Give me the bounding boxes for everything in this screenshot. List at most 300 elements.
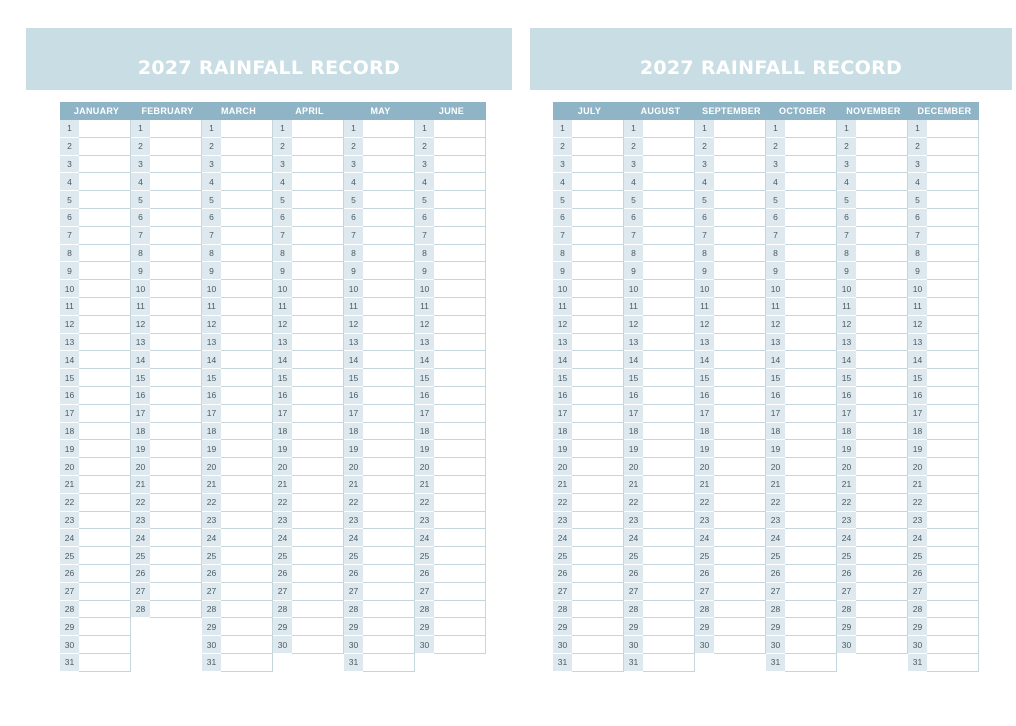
rainfall-entry-cell[interactable] [714, 547, 766, 565]
rainfall-entry-cell[interactable] [572, 387, 624, 405]
rainfall-entry-cell[interactable] [434, 334, 486, 352]
rainfall-entry-cell[interactable] [714, 245, 766, 263]
rainfall-entry-cell[interactable] [221, 583, 273, 601]
rainfall-entry-cell[interactable] [363, 387, 415, 405]
rainfall-entry-cell[interactable] [434, 547, 486, 565]
rainfall-entry-cell[interactable] [79, 369, 131, 387]
rainfall-entry-cell[interactable] [856, 476, 908, 494]
rainfall-entry-cell[interactable] [79, 654, 131, 672]
rainfall-entry-cell[interactable] [292, 191, 344, 209]
rainfall-entry-cell[interactable] [292, 494, 344, 512]
rainfall-entry-cell[interactable] [221, 280, 273, 298]
rainfall-entry-cell[interactable] [643, 209, 695, 227]
rainfall-entry-cell[interactable] [785, 262, 837, 280]
rainfall-entry-cell[interactable] [714, 191, 766, 209]
rainfall-entry-cell[interactable] [79, 529, 131, 547]
rainfall-entry-cell[interactable] [572, 458, 624, 476]
rainfall-entry-cell[interactable] [572, 369, 624, 387]
rainfall-entry-cell[interactable] [572, 565, 624, 583]
rainfall-entry-cell[interactable] [79, 334, 131, 352]
rainfall-entry-cell[interactable] [714, 387, 766, 405]
rainfall-entry-cell[interactable] [79, 173, 131, 191]
rainfall-entry-cell[interactable] [79, 565, 131, 583]
rainfall-entry-cell[interactable] [643, 227, 695, 245]
rainfall-entry-cell[interactable] [572, 298, 624, 316]
rainfall-entry-cell[interactable] [79, 476, 131, 494]
rainfall-entry-cell[interactable] [363, 262, 415, 280]
rainfall-entry-cell[interactable] [785, 618, 837, 636]
rainfall-entry-cell[interactable] [643, 458, 695, 476]
rainfall-entry-cell[interactable] [643, 476, 695, 494]
rainfall-entry-cell[interactable] [714, 209, 766, 227]
rainfall-entry-cell[interactable] [79, 262, 131, 280]
rainfall-entry-cell[interactable] [572, 547, 624, 565]
rainfall-entry-cell[interactable] [856, 262, 908, 280]
rainfall-entry-cell[interactable] [292, 227, 344, 245]
rainfall-entry-cell[interactable] [292, 618, 344, 636]
rainfall-entry-cell[interactable] [643, 120, 695, 138]
rainfall-entry-cell[interactable] [643, 369, 695, 387]
rainfall-entry-cell[interactable] [714, 458, 766, 476]
rainfall-entry-cell[interactable] [927, 636, 979, 654]
rainfall-entry-cell[interactable] [856, 440, 908, 458]
rainfall-entry-cell[interactable] [927, 316, 979, 334]
rainfall-entry-cell[interactable] [856, 298, 908, 316]
rainfall-entry-cell[interactable] [927, 156, 979, 174]
rainfall-entry-cell[interactable] [221, 440, 273, 458]
rainfall-entry-cell[interactable] [79, 227, 131, 245]
rainfall-entry-cell[interactable] [292, 601, 344, 619]
rainfall-entry-cell[interactable] [150, 601, 202, 619]
rainfall-entry-cell[interactable] [150, 191, 202, 209]
rainfall-entry-cell[interactable] [363, 156, 415, 174]
rainfall-entry-cell[interactable] [434, 636, 486, 654]
rainfall-entry-cell[interactable] [785, 209, 837, 227]
rainfall-entry-cell[interactable] [856, 512, 908, 530]
rainfall-entry-cell[interactable] [434, 387, 486, 405]
rainfall-entry-cell[interactable] [292, 245, 344, 263]
rainfall-entry-cell[interactable] [714, 529, 766, 547]
rainfall-entry-cell[interactable] [927, 494, 979, 512]
rainfall-entry-cell[interactable] [363, 120, 415, 138]
rainfall-entry-cell[interactable] [643, 636, 695, 654]
rainfall-entry-cell[interactable] [150, 298, 202, 316]
rainfall-entry-cell[interactable] [292, 280, 344, 298]
rainfall-entry-cell[interactable] [363, 227, 415, 245]
rainfall-entry-cell[interactable] [643, 298, 695, 316]
rainfall-entry-cell[interactable] [292, 583, 344, 601]
rainfall-entry-cell[interactable] [434, 173, 486, 191]
rainfall-entry-cell[interactable] [79, 583, 131, 601]
rainfall-entry-cell[interactable] [643, 245, 695, 263]
rainfall-entry-cell[interactable] [292, 423, 344, 441]
rainfall-entry-cell[interactable] [363, 316, 415, 334]
rainfall-entry-cell[interactable] [856, 209, 908, 227]
rainfall-entry-cell[interactable] [785, 173, 837, 191]
rainfall-entry-cell[interactable] [572, 334, 624, 352]
rainfall-entry-cell[interactable] [150, 440, 202, 458]
rainfall-entry-cell[interactable] [927, 280, 979, 298]
rainfall-entry-cell[interactable] [434, 440, 486, 458]
rainfall-entry-cell[interactable] [643, 565, 695, 583]
rainfall-entry-cell[interactable] [927, 173, 979, 191]
rainfall-entry-cell[interactable] [927, 191, 979, 209]
rainfall-entry-cell[interactable] [292, 173, 344, 191]
rainfall-entry-cell[interactable] [714, 618, 766, 636]
rainfall-entry-cell[interactable] [927, 529, 979, 547]
rainfall-entry-cell[interactable] [434, 494, 486, 512]
rainfall-entry-cell[interactable] [292, 369, 344, 387]
rainfall-entry-cell[interactable] [856, 334, 908, 352]
rainfall-entry-cell[interactable] [79, 547, 131, 565]
rainfall-entry-cell[interactable] [221, 618, 273, 636]
rainfall-entry-cell[interactable] [785, 494, 837, 512]
rainfall-entry-cell[interactable] [856, 387, 908, 405]
rainfall-entry-cell[interactable] [856, 156, 908, 174]
rainfall-entry-cell[interactable] [79, 298, 131, 316]
rainfall-entry-cell[interactable] [785, 120, 837, 138]
rainfall-entry-cell[interactable] [785, 191, 837, 209]
rainfall-entry-cell[interactable] [150, 262, 202, 280]
rainfall-entry-cell[interactable] [292, 547, 344, 565]
rainfall-entry-cell[interactable] [150, 565, 202, 583]
rainfall-entry-cell[interactable] [363, 565, 415, 583]
rainfall-entry-cell[interactable] [434, 405, 486, 423]
rainfall-entry-cell[interactable] [785, 334, 837, 352]
rainfall-entry-cell[interactable] [221, 351, 273, 369]
rainfall-entry-cell[interactable] [714, 298, 766, 316]
rainfall-entry-cell[interactable] [221, 245, 273, 263]
rainfall-entry-cell[interactable] [434, 583, 486, 601]
rainfall-entry-cell[interactable] [856, 316, 908, 334]
rainfall-entry-cell[interactable] [572, 120, 624, 138]
rainfall-entry-cell[interactable] [856, 369, 908, 387]
rainfall-entry-cell[interactable] [572, 316, 624, 334]
rainfall-entry-cell[interactable] [643, 387, 695, 405]
rainfall-entry-cell[interactable] [785, 423, 837, 441]
rainfall-entry-cell[interactable] [643, 440, 695, 458]
rainfall-entry-cell[interactable] [292, 138, 344, 156]
rainfall-entry-cell[interactable] [927, 387, 979, 405]
rainfall-entry-cell[interactable] [856, 280, 908, 298]
rainfall-entry-cell[interactable] [79, 440, 131, 458]
rainfall-entry-cell[interactable] [363, 209, 415, 227]
rainfall-entry-cell[interactable] [79, 601, 131, 619]
rainfall-entry-cell[interactable] [785, 547, 837, 565]
rainfall-entry-cell[interactable] [643, 138, 695, 156]
rainfall-entry-cell[interactable] [714, 334, 766, 352]
rainfall-entry-cell[interactable] [856, 245, 908, 263]
rainfall-entry-cell[interactable] [927, 565, 979, 583]
rainfall-entry-cell[interactable] [572, 173, 624, 191]
rainfall-entry-cell[interactable] [927, 654, 979, 672]
rainfall-entry-cell[interactable] [572, 512, 624, 530]
rainfall-entry-cell[interactable] [79, 280, 131, 298]
rainfall-entry-cell[interactable] [221, 156, 273, 174]
rainfall-entry-cell[interactable] [363, 618, 415, 636]
rainfall-entry-cell[interactable] [434, 280, 486, 298]
rainfall-entry-cell[interactable] [785, 298, 837, 316]
rainfall-entry-cell[interactable] [434, 245, 486, 263]
rainfall-entry-cell[interactable] [714, 565, 766, 583]
rainfall-entry-cell[interactable] [150, 547, 202, 565]
rainfall-entry-cell[interactable] [221, 494, 273, 512]
rainfall-entry-cell[interactable] [434, 458, 486, 476]
rainfall-entry-cell[interactable] [785, 440, 837, 458]
rainfall-entry-cell[interactable] [572, 227, 624, 245]
rainfall-entry-cell[interactable] [79, 618, 131, 636]
rainfall-entry-cell[interactable] [785, 316, 837, 334]
rainfall-entry-cell[interactable] [785, 529, 837, 547]
rainfall-entry-cell[interactable] [785, 654, 837, 672]
rainfall-entry-cell[interactable] [856, 351, 908, 369]
rainfall-entry-cell[interactable] [79, 120, 131, 138]
rainfall-entry-cell[interactable] [856, 138, 908, 156]
rainfall-entry-cell[interactable] [643, 512, 695, 530]
rainfall-entry-cell[interactable] [150, 351, 202, 369]
rainfall-entry-cell[interactable] [221, 529, 273, 547]
rainfall-entry-cell[interactable] [150, 529, 202, 547]
rainfall-entry-cell[interactable] [643, 654, 695, 672]
rainfall-entry-cell[interactable] [150, 316, 202, 334]
rainfall-entry-cell[interactable] [292, 565, 344, 583]
rainfall-entry-cell[interactable] [150, 173, 202, 191]
rainfall-entry-cell[interactable] [927, 245, 979, 263]
rainfall-entry-cell[interactable] [150, 120, 202, 138]
rainfall-entry-cell[interactable] [643, 405, 695, 423]
rainfall-entry-cell[interactable] [79, 191, 131, 209]
rainfall-entry-cell[interactable] [79, 245, 131, 263]
rainfall-entry-cell[interactable] [572, 351, 624, 369]
rainfall-entry-cell[interactable] [927, 298, 979, 316]
rainfall-entry-cell[interactable] [363, 405, 415, 423]
rainfall-entry-cell[interactable] [292, 120, 344, 138]
rainfall-entry-cell[interactable] [79, 512, 131, 530]
rainfall-entry-cell[interactable] [572, 191, 624, 209]
rainfall-entry-cell[interactable] [363, 334, 415, 352]
rainfall-entry-cell[interactable] [221, 209, 273, 227]
rainfall-entry-cell[interactable] [150, 280, 202, 298]
rainfall-entry-cell[interactable] [714, 440, 766, 458]
rainfall-entry-cell[interactable] [363, 476, 415, 494]
rainfall-entry-cell[interactable] [79, 156, 131, 174]
rainfall-entry-cell[interactable] [221, 334, 273, 352]
rainfall-entry-cell[interactable] [292, 440, 344, 458]
rainfall-entry-cell[interactable] [221, 405, 273, 423]
rainfall-entry-cell[interactable] [714, 138, 766, 156]
rainfall-entry-cell[interactable] [363, 458, 415, 476]
rainfall-entry-cell[interactable] [785, 387, 837, 405]
rainfall-entry-cell[interactable] [292, 387, 344, 405]
rainfall-entry-cell[interactable] [785, 512, 837, 530]
rainfall-entry-cell[interactable] [221, 547, 273, 565]
rainfall-entry-cell[interactable] [221, 191, 273, 209]
rainfall-entry-cell[interactable] [927, 209, 979, 227]
rainfall-entry-cell[interactable] [714, 494, 766, 512]
rainfall-entry-cell[interactable] [363, 512, 415, 530]
rainfall-entry-cell[interactable] [79, 636, 131, 654]
rainfall-entry-cell[interactable] [785, 565, 837, 583]
rainfall-entry-cell[interactable] [434, 262, 486, 280]
rainfall-entry-cell[interactable] [643, 601, 695, 619]
rainfall-entry-cell[interactable] [856, 423, 908, 441]
rainfall-entry-cell[interactable] [572, 423, 624, 441]
rainfall-entry-cell[interactable] [785, 245, 837, 263]
rainfall-entry-cell[interactable] [927, 423, 979, 441]
rainfall-entry-cell[interactable] [79, 458, 131, 476]
rainfall-entry-cell[interactable] [221, 654, 273, 672]
rainfall-entry-cell[interactable] [927, 369, 979, 387]
rainfall-entry-cell[interactable] [221, 120, 273, 138]
rainfall-entry-cell[interactable] [434, 156, 486, 174]
rainfall-entry-cell[interactable] [643, 351, 695, 369]
rainfall-entry-cell[interactable] [714, 156, 766, 174]
rainfall-entry-cell[interactable] [79, 494, 131, 512]
rainfall-entry-cell[interactable] [572, 654, 624, 672]
rainfall-entry-cell[interactable] [572, 245, 624, 263]
rainfall-entry-cell[interactable] [785, 369, 837, 387]
rainfall-entry-cell[interactable] [643, 173, 695, 191]
rainfall-entry-cell[interactable] [927, 405, 979, 423]
rainfall-entry-cell[interactable] [363, 245, 415, 263]
rainfall-entry-cell[interactable] [785, 138, 837, 156]
rainfall-entry-cell[interactable] [927, 351, 979, 369]
rainfall-entry-cell[interactable] [643, 334, 695, 352]
rainfall-entry-cell[interactable] [363, 138, 415, 156]
rainfall-entry-cell[interactable] [785, 601, 837, 619]
rainfall-entry-cell[interactable] [292, 316, 344, 334]
rainfall-entry-cell[interactable] [434, 476, 486, 494]
rainfall-entry-cell[interactable] [221, 173, 273, 191]
rainfall-entry-cell[interactable] [927, 262, 979, 280]
rainfall-entry-cell[interactable] [79, 423, 131, 441]
rainfall-entry-cell[interactable] [714, 405, 766, 423]
rainfall-entry-cell[interactable] [363, 298, 415, 316]
rainfall-entry-cell[interactable] [927, 547, 979, 565]
rainfall-entry-cell[interactable] [572, 138, 624, 156]
rainfall-entry-cell[interactable] [572, 262, 624, 280]
rainfall-entry-cell[interactable] [714, 316, 766, 334]
rainfall-entry-cell[interactable] [785, 227, 837, 245]
rainfall-entry-cell[interactable] [643, 618, 695, 636]
rainfall-entry-cell[interactable] [927, 458, 979, 476]
rainfall-entry-cell[interactable] [150, 423, 202, 441]
rainfall-entry-cell[interactable] [221, 316, 273, 334]
rainfall-entry-cell[interactable] [927, 120, 979, 138]
rainfall-entry-cell[interactable] [434, 369, 486, 387]
rainfall-entry-cell[interactable] [572, 476, 624, 494]
rainfall-entry-cell[interactable] [643, 156, 695, 174]
rainfall-entry-cell[interactable] [785, 476, 837, 494]
rainfall-entry-cell[interactable] [150, 369, 202, 387]
rainfall-entry-cell[interactable] [221, 262, 273, 280]
rainfall-entry-cell[interactable] [856, 618, 908, 636]
rainfall-entry-cell[interactable] [572, 156, 624, 174]
rainfall-entry-cell[interactable] [363, 440, 415, 458]
rainfall-entry-cell[interactable] [434, 423, 486, 441]
rainfall-entry-cell[interactable] [434, 601, 486, 619]
rainfall-entry-cell[interactable] [643, 547, 695, 565]
rainfall-entry-cell[interactable] [785, 583, 837, 601]
rainfall-entry-cell[interactable] [79, 316, 131, 334]
rainfall-entry-cell[interactable] [572, 618, 624, 636]
rainfall-entry-cell[interactable] [572, 209, 624, 227]
rainfall-entry-cell[interactable] [434, 120, 486, 138]
rainfall-entry-cell[interactable] [221, 387, 273, 405]
rainfall-entry-cell[interactable] [434, 529, 486, 547]
rainfall-entry-cell[interactable] [856, 529, 908, 547]
rainfall-entry-cell[interactable] [434, 298, 486, 316]
rainfall-entry-cell[interactable] [572, 601, 624, 619]
rainfall-entry-cell[interactable] [150, 334, 202, 352]
rainfall-entry-cell[interactable] [150, 387, 202, 405]
rainfall-entry-cell[interactable] [221, 369, 273, 387]
rainfall-entry-cell[interactable] [434, 138, 486, 156]
rainfall-entry-cell[interactable] [79, 405, 131, 423]
rainfall-entry-cell[interactable] [785, 351, 837, 369]
rainfall-entry-cell[interactable] [927, 476, 979, 494]
rainfall-entry-cell[interactable] [572, 440, 624, 458]
rainfall-entry-cell[interactable] [856, 120, 908, 138]
rainfall-entry-cell[interactable] [221, 458, 273, 476]
rainfall-entry-cell[interactable] [714, 369, 766, 387]
rainfall-entry-cell[interactable] [434, 618, 486, 636]
rainfall-entry-cell[interactable] [856, 458, 908, 476]
rainfall-entry-cell[interactable] [79, 351, 131, 369]
rainfall-entry-cell[interactable] [221, 601, 273, 619]
rainfall-entry-cell[interactable] [785, 405, 837, 423]
rainfall-entry-cell[interactable] [292, 298, 344, 316]
rainfall-entry-cell[interactable] [927, 334, 979, 352]
rainfall-entry-cell[interactable] [292, 351, 344, 369]
rainfall-entry-cell[interactable] [572, 529, 624, 547]
rainfall-entry-cell[interactable] [292, 512, 344, 530]
rainfall-entry-cell[interactable] [434, 227, 486, 245]
rainfall-entry-cell[interactable] [363, 351, 415, 369]
rainfall-entry-cell[interactable] [785, 636, 837, 654]
rainfall-entry-cell[interactable] [292, 476, 344, 494]
rainfall-entry-cell[interactable] [856, 636, 908, 654]
rainfall-entry-cell[interactable] [363, 280, 415, 298]
rainfall-entry-cell[interactable] [363, 423, 415, 441]
rainfall-entry-cell[interactable] [927, 583, 979, 601]
rainfall-entry-cell[interactable] [221, 423, 273, 441]
rainfall-entry-cell[interactable] [856, 173, 908, 191]
rainfall-entry-cell[interactable] [292, 529, 344, 547]
rainfall-entry-cell[interactable] [363, 191, 415, 209]
rainfall-entry-cell[interactable] [856, 191, 908, 209]
rainfall-entry-cell[interactable] [150, 227, 202, 245]
rainfall-entry-cell[interactable] [856, 583, 908, 601]
rainfall-entry-cell[interactable] [572, 280, 624, 298]
rainfall-entry-cell[interactable] [643, 262, 695, 280]
rainfall-entry-cell[interactable] [292, 636, 344, 654]
rainfall-entry-cell[interactable] [927, 601, 979, 619]
rainfall-entry-cell[interactable] [150, 156, 202, 174]
rainfall-entry-cell[interactable] [643, 191, 695, 209]
rainfall-entry-cell[interactable] [714, 227, 766, 245]
rainfall-entry-cell[interactable] [434, 316, 486, 334]
rainfall-entry-cell[interactable] [150, 476, 202, 494]
rainfall-entry-cell[interactable] [363, 654, 415, 672]
rainfall-entry-cell[interactable] [434, 512, 486, 530]
rainfall-entry-cell[interactable] [643, 423, 695, 441]
rainfall-entry-cell[interactable] [292, 209, 344, 227]
rainfall-entry-cell[interactable] [221, 636, 273, 654]
rainfall-entry-cell[interactable] [434, 209, 486, 227]
rainfall-entry-cell[interactable] [363, 583, 415, 601]
rainfall-entry-cell[interactable] [572, 494, 624, 512]
